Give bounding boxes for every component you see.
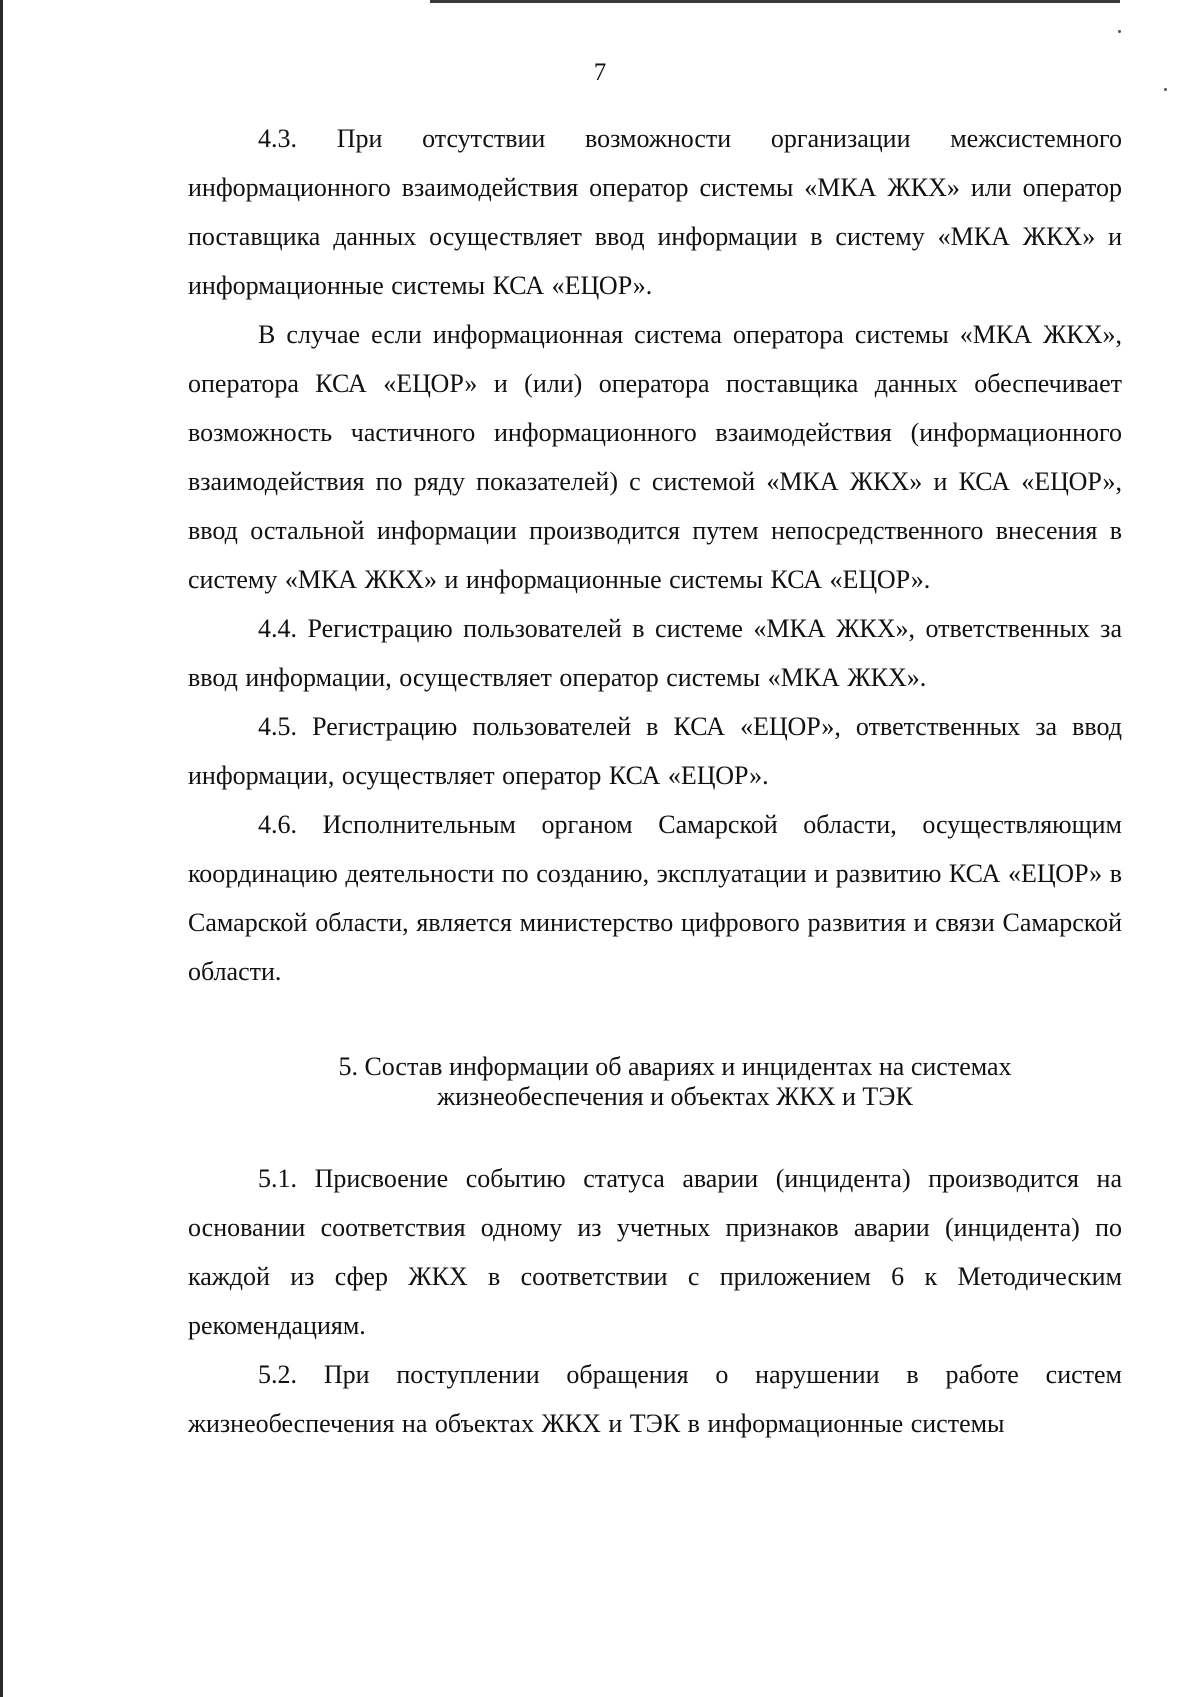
scan-speck [1118,30,1121,33]
scan-speck [1164,88,1167,91]
paragraph-4-4: 4.4. Регистрацию пользователей в системе «МКА ЖКХ», ответственных за ввод информации, осуществляет оператор системы «МКА ЖКХ». [188,614,1122,692]
paragraph-4-3-continued: В случае если информационная система оператора системы «МКА ЖКХ», оператора КСА «ЕЦОР» и (или) оператора поставщика данных обеспечивает возможность частичного информационного взаимодействия (информационного взаимодействия по ряду показателей) с системой «МКА ЖКХ» и КСА «ЕЦОР», ввод остальной информации производится путем непосредственного внесения в систему «МКА ЖКХ» и информационные системы КСА «ЕЦОР». [188,320,1122,594]
scan-edge-left [0,0,3,1697]
section-heading-line2: жизнеобеспечения и объектах ЖКХ и ТЭК [437,1082,913,1111]
paragraph-4-3: 4.3. При отсутствии возможности организации межсистемного информационного взаимодействия оператор системы «МКА ЖКХ» или оператор поставщика данных осуществляет ввод информации в систему «МКА ЖКХ» и информационные системы КСА «ЕЦОР». [188,124,1122,300]
section-heading-line1: 5. Состав информации об авариях и инцидентах на системах [338,1052,1012,1081]
paragraph-5-1: 5.1. Присвоение событию статуса аварии (инцидента) производится на основании соответствия одному из учетных признаков аварии (инцидента) по каждой из сфер ЖКХ в соответствии с приложением 6 к Методическим рекомендациям. [188,1164,1122,1340]
section-heading [188,1052,1122,1112]
scan-edge-top [430,0,1120,3]
page-number: 7 [593,59,607,86]
paragraph-4-5: 4.5. Регистрацию пользователей в КСА «ЕЦОР», ответственных за ввод информации, осуществляет оператор КСА «ЕЦОР». [188,712,1122,790]
document-body [188,114,1122,1448]
paragraph-4-6: 4.6. Исполнительным органом Самарской области, осуществляющим координацию деятельности по созданию, эксплуатации и развитию КСА «ЕЦОР» в Самарской области, является министерство цифрового развития и связи Самарской области. [188,810,1122,986]
paragraph-5-2: 5.2. При поступлении обращения о нарушении в работе систем жизнеобеспечения на объектах ЖКХ и ТЭК в информационные системы [188,1360,1122,1438]
